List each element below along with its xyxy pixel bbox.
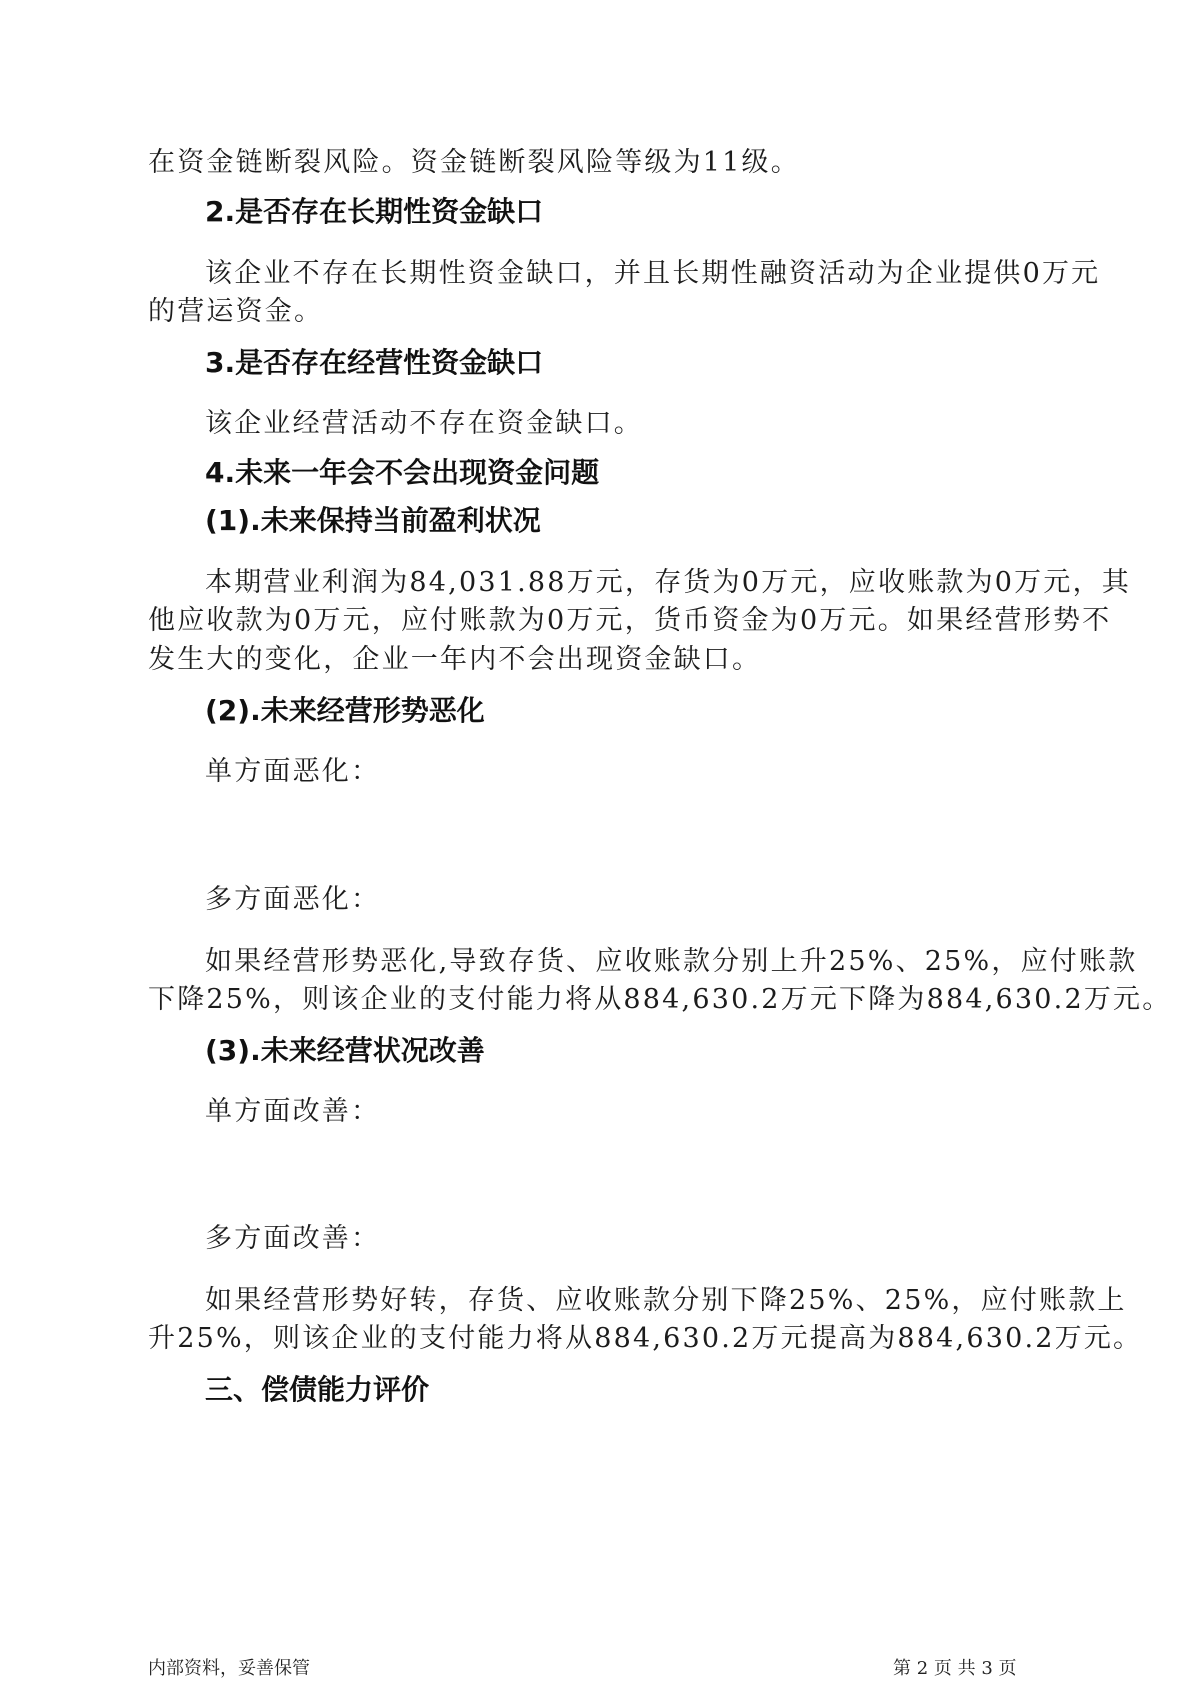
paragraph-line: 单方面改善： (205, 1096, 381, 1127)
paragraph-line: 他应收款为0万元，应付账款为0万元，货币资金为0万元。如果经营形势不 (148, 605, 1112, 636)
paragraph-line: 单方面恶化： (205, 756, 381, 787)
footer-confidential-note: 内部资料，妥善保管 (148, 1658, 310, 1679)
heading-operating-gap: 3.是否存在经营性资金缺口 (205, 346, 544, 379)
paragraph-line: 发生大的变化，企业一年内不会出现资金缺口。 (148, 644, 762, 675)
paragraph-line: 升25%，则该企业的支付能力将从884,630.2万元提高为884,630.2万元。 (148, 1323, 1143, 1354)
subheading-keep-profit: (1).未来保持当前盈利状况 (205, 504, 541, 537)
paragraph-line: 如果经营形势恶化,导致存货、应收账款分别上升25%、25%，应付账款 (205, 946, 1138, 977)
paragraph-line: 该企业不存在长期性资金缺口，并且长期性融资活动为企业提供0万元 (205, 258, 1101, 289)
paragraph-line: 本期营业利润为84,031.88万元，存货为0万元，应收账款为0万元，其 (205, 567, 1131, 598)
heading-next-year: 4.未来一年会不会出现资金问题 (205, 456, 600, 489)
paragraph-line: 下降25%，则该企业的支付能力将从884,630.2万元下降为884,630.2万元。 (148, 984, 1172, 1015)
paragraph-line: 该企业经营活动不存在资金缺口。 (205, 408, 643, 439)
heading-long-term-gap: 2.是否存在长期性资金缺口 (205, 195, 544, 228)
paragraph-line: 多方面改善： (205, 1223, 381, 1254)
paragraph-line: 的营运资金。 (148, 296, 324, 327)
section-heading-solvency: 三、偿债能力评价 (205, 1373, 430, 1406)
paragraph-line: 如果经营形势好转，存货、应收账款分别下降25%、25%，应付账款上 (205, 1285, 1127, 1316)
paragraph-line: 多方面恶化： (205, 884, 381, 915)
paragraph-line: 在资金链断裂风险。资金链断裂风险等级为11级。 (148, 147, 800, 178)
subheading-worsen: (2).未来经营形势恶化 (205, 694, 485, 727)
footer-page-number: 第 2 页 共 3 页 (893, 1658, 1017, 1679)
subheading-improve: (3).未来经营状况改善 (205, 1034, 485, 1067)
